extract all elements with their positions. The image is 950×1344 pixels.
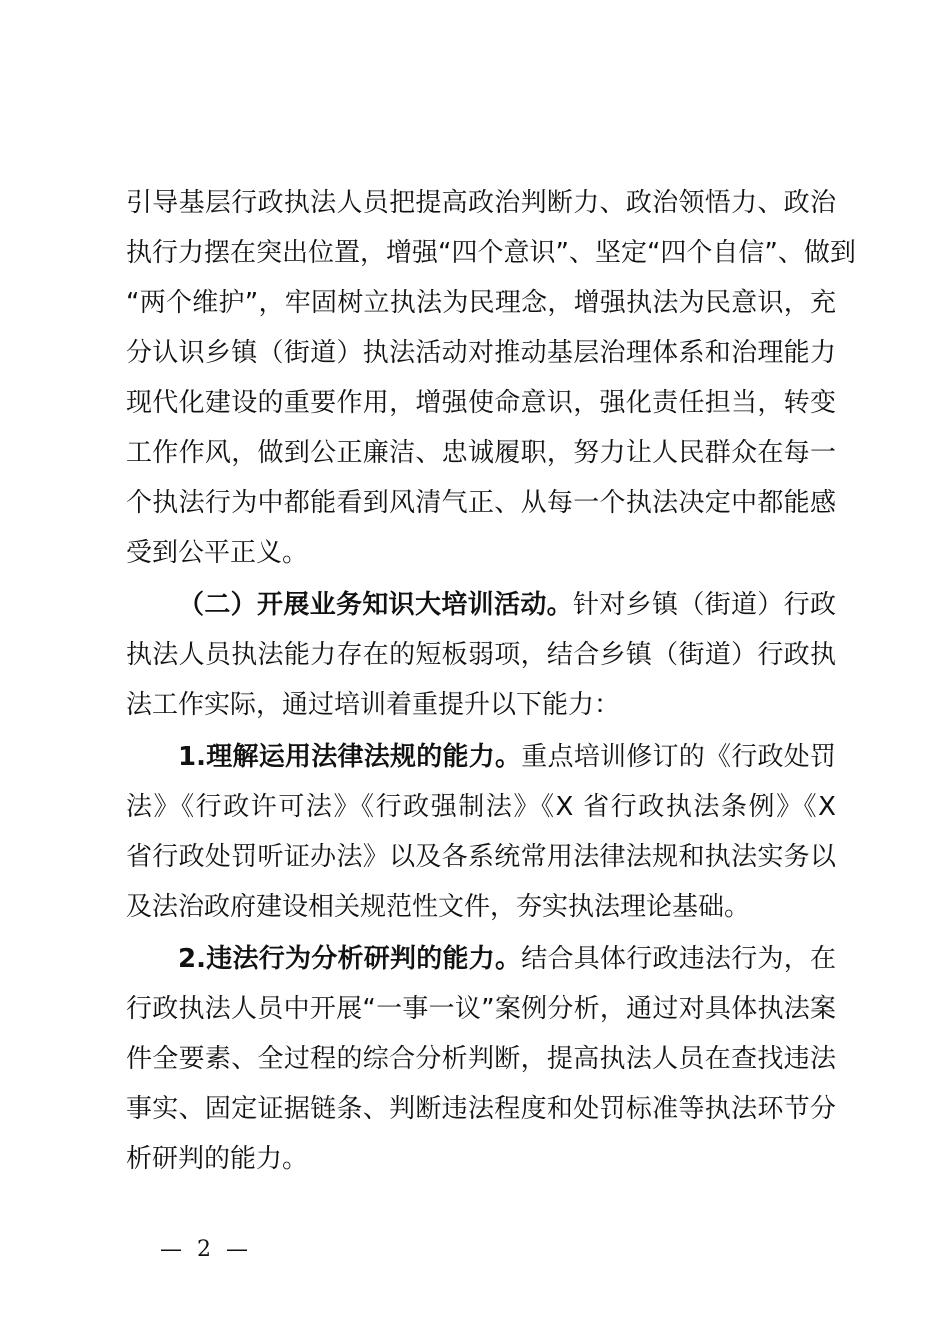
paragraph-text: 针对乡镇（街道）行政 (572, 590, 836, 620)
section-heading-line (126, 580, 836, 630)
paragraph-line: 工作作风，做到公正廉洁、忠诚履职，努力让人民群众在每一 (126, 438, 836, 468)
paragraph-line: 法》《行政许可法》《行政强制法》《X 省行政执法条例》《X (126, 792, 836, 822)
page-number: — 2 — (160, 1237, 252, 1262)
paragraph-line: 行政执法人员中开展“一事一议”案例分析，通过对具体执法案 (126, 994, 836, 1024)
subsection-heading: 1.理解运用法律法规的能力。 (178, 742, 522, 772)
paragraph-text: 结合具体行政违法行为，在 (521, 944, 836, 974)
paragraph-line: 执法人员执法能力存在的短板弱项，结合乡镇（街道）行政执 (126, 640, 836, 670)
paragraph-line: 析研判的能力。 (126, 1144, 309, 1174)
paragraph-line: 法工作实际，通过培训着重提升以下能力： (126, 690, 621, 720)
paragraph-line: 现代化建设的重要作用，增强使命意识，强化责任担当，转变 (126, 388, 836, 418)
body-text (126, 178, 856, 1184)
paragraph-line: 件全要素、全过程的综合分析判断，提高执法人员在查找违法 (126, 1044, 836, 1074)
section-heading: （二）开展业务知识大培训活动。 (178, 590, 573, 620)
subsection-heading-line (126, 934, 836, 984)
paragraph-line: 执行力摆在突出位置，增强“四个意识”、坚定“四个自信”、做到 (126, 238, 856, 268)
paragraph-line: 受到公平正义。 (126, 538, 309, 568)
paragraph-line: 及法治政府建设相关规范性文件，夯实执法理论基础。 (126, 892, 751, 922)
paragraph-line: 省行政处罚听证办法》以及各系统常用法律法规和执法实务以 (126, 842, 836, 872)
paragraph-line: 个执法行为中都能看到风清气正、从每一个执法决定中都能感 (126, 488, 836, 518)
subsection-heading-line (126, 732, 836, 782)
paragraph-line: 事实、固定证据链条、判断违法程度和处罚标准等执法环节分 (126, 1094, 836, 1124)
paragraph-line: 分认识乡镇（街道）执法活动对推动基层治理体系和治理能力 (126, 338, 836, 368)
paragraph-text: 重点培训修订的《行政处罚 (521, 742, 836, 772)
paragraph-line: “两个维护”，牢固树立执法为民理念，增强执法为民意识，充 (126, 288, 836, 318)
subsection-heading: 2.违法行为分析研判的能力。 (178, 944, 522, 974)
paragraph-line: 引导基层行政执法人员把提高政治判断力、政治领悟力、政治 (126, 188, 836, 218)
